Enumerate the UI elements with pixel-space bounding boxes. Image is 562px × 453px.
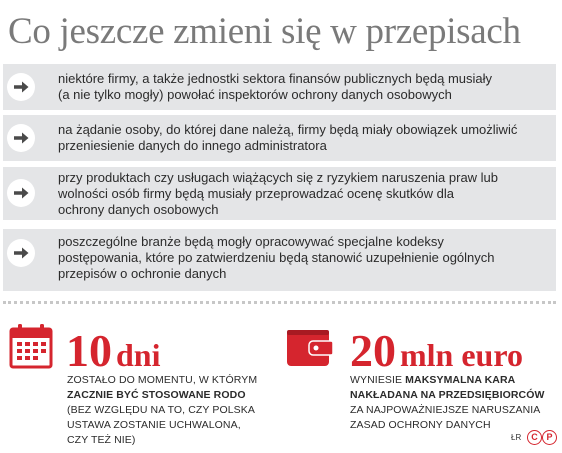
wallet-icon [285,326,335,375]
arrow-right-icon [7,179,35,207]
dotted-divider [3,301,556,304]
days-value [66,325,161,378]
arrow-right-icon [7,73,35,101]
copyright-c-logo: C [527,430,542,445]
fine-description: WYNIESIE MAKSYMALNA KARA NAKŁADANA NA PRZEDSIĘBIORCÓW ZA NAJPOWAŻNIEJSZE NARUSZANIA ZASAD OCHRONY DANYCH [350,374,545,431]
author-credit: ŁR [511,433,522,442]
days-unit: dni [116,337,161,373]
days-number: 10 [66,325,112,376]
fine-value [350,325,523,378]
item-text: przy produktach czy usługach wiążących się z ryzykiem naruszenia praw lub wolności osób firmy będą musiały przeprowadzać ocenę skutków dla ochrony danych osobowych [58,170,499,217]
item-text: poszczególne branże będą mogły opracowywać specjalne kodeksy postępowania, które po zatwierdzeniu będą stanowić uzupełnienie ogólnych przepisów o ochronie danych [58,234,495,281]
page-title: Co jeszcze zmieni się w przepisach [8,11,521,52]
calendar-icon [9,323,53,374]
arrow-right-icon [7,239,35,267]
days-description: ZOSTAŁO DO MOMENTU, W KTÓRYM ZACZNIE BYĆ STOSOWANE RODO (BEZ WZGLĘDU NA TO, CZY POLSKA USTAWA ZOSTANIE UCHWALONA, CZY TEŻ NIE) [67,374,258,446]
item-text: na żądanie osoby, do której dane należą, firmy będą miały obowiązek umożliwić przeniesienie danych do innego administratora [58,122,518,153]
fine-unit: mln euro [400,337,523,373]
arrow-right-icon [7,124,35,152]
item-text: niektóre firmy, a także jednostki sektora finansów publicznych będą musiały (a nie tylko mogły) powołać inspektorów ochrony danych osobowych [58,71,493,102]
fine-number: 20 [350,325,396,376]
copyright-p-logo: P [542,430,557,445]
